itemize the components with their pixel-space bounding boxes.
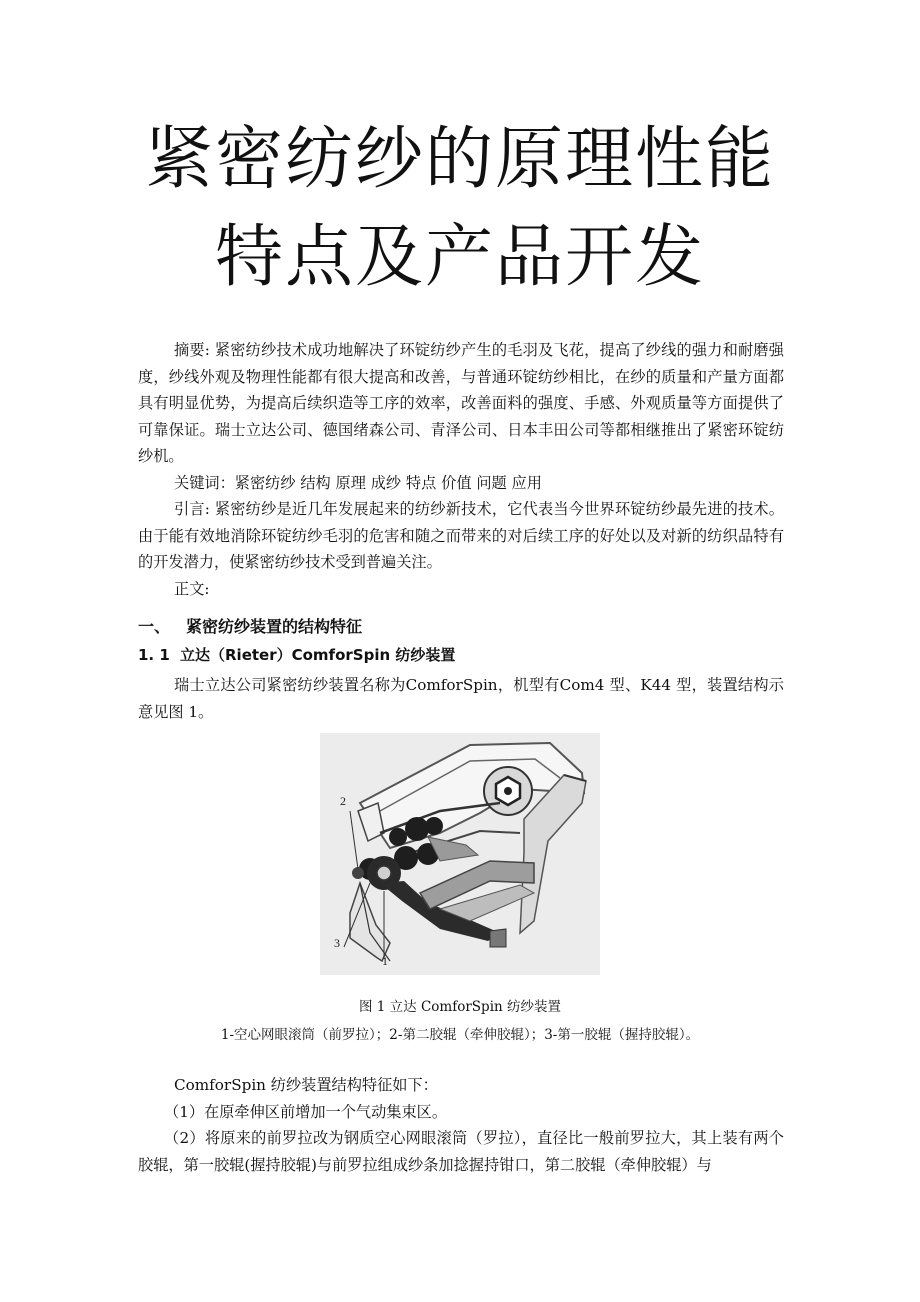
comforspin-device-drawing bbox=[320, 733, 600, 975]
body-label: 正文: bbox=[174, 579, 210, 598]
section-1-1-number: 1. 1 bbox=[138, 646, 170, 664]
title-line-2: 特点及产品开发 bbox=[214, 218, 705, 297]
section-1-heading bbox=[138, 614, 362, 637]
figure-legend: 1-空心网眼滚筒（前罗拉）；2-第二胶辊（牵伸胶辊）；3-第一胶辊（握持胶辊）。 bbox=[220, 1027, 700, 1043]
section-1-1-title: 立达（Rieter）ComforSpin 纺纱装置 bbox=[180, 646, 456, 664]
front-matter bbox=[138, 337, 784, 602]
section-1-1-body bbox=[138, 672, 784, 725]
figure-label-3: 3 bbox=[334, 936, 340, 950]
list-item: （2）将原来的前罗拉改为钢质空心网眼滚筒（罗拉），直径比一般前罗拉大，其上装有两个胶辊，第一胶辊(握持胶辊)与前罗拉组成纱条加捻握持钳口，第二胶辊（牵伸胶辊）与 bbox=[138, 1129, 784, 1174]
figure-comforspin-diagram bbox=[320, 733, 600, 975]
figure-label-2: 2 bbox=[340, 794, 346, 808]
list-item: （1）在原牵伸区前增加一个气动集束区。 bbox=[164, 1102, 448, 1121]
figure-label-1: 1 bbox=[382, 954, 388, 968]
structure-features bbox=[138, 1072, 784, 1178]
abstract-paragraph: 摘要: 紧密纺纱技术成功地解决了环锭纺纱产生的毛羽及飞花，提高了纱线的强力和耐磨强度，纱线外观及物理性能都有很大提高和改善，与普通环锭纺纱相比，在纱的质量和产量方面都具有明显优势，为提高后续织造等工序的效率，改善面料的强度、手感、外观质量等方面提供了可靠保证。瑞士立达公司、德国绪森公司、青泽公司、日本丰田公司等都相继推出了紧密环锭纺纱机。 bbox=[138, 341, 784, 465]
section-1-title: 紧密纺纱装置的结构特征 bbox=[186, 617, 363, 636]
section-1-1-heading bbox=[138, 644, 455, 665]
title-line-1: 紧密纺纱的原理性能 bbox=[144, 120, 775, 199]
figure-caption: 图 1 立达 ComforSpin 纺纱装置 bbox=[359, 999, 561, 1015]
para-features-intro: ComforSpin 纺纱装置结构特征如下： bbox=[174, 1076, 438, 1094]
keywords-paragraph: 关键词：紧密纺纱 结构 原理 成纱 特点 价值 问题 应用 bbox=[174, 473, 542, 492]
para-comforspin-intro: 瑞士立达公司紧密纺纱装置名称为ComforSpin，机型有Com4 型、K44 型，装置结构示意见图 1。 bbox=[138, 676, 784, 721]
intro-paragraph: 引言: 紧密纺纱是近几年发展起来的纺纱新技术，它代表当今世界环锭纺纱最先进的技术。由于能有效地消除环锭纺纱毛羽的危害和随之而带来的对后续工序的好处以及对新的纺织品特有的开发潜力，使紧密纺纱技术受到普遍关注。 bbox=[138, 500, 784, 571]
section-1-number: 一、 bbox=[138, 617, 171, 636]
